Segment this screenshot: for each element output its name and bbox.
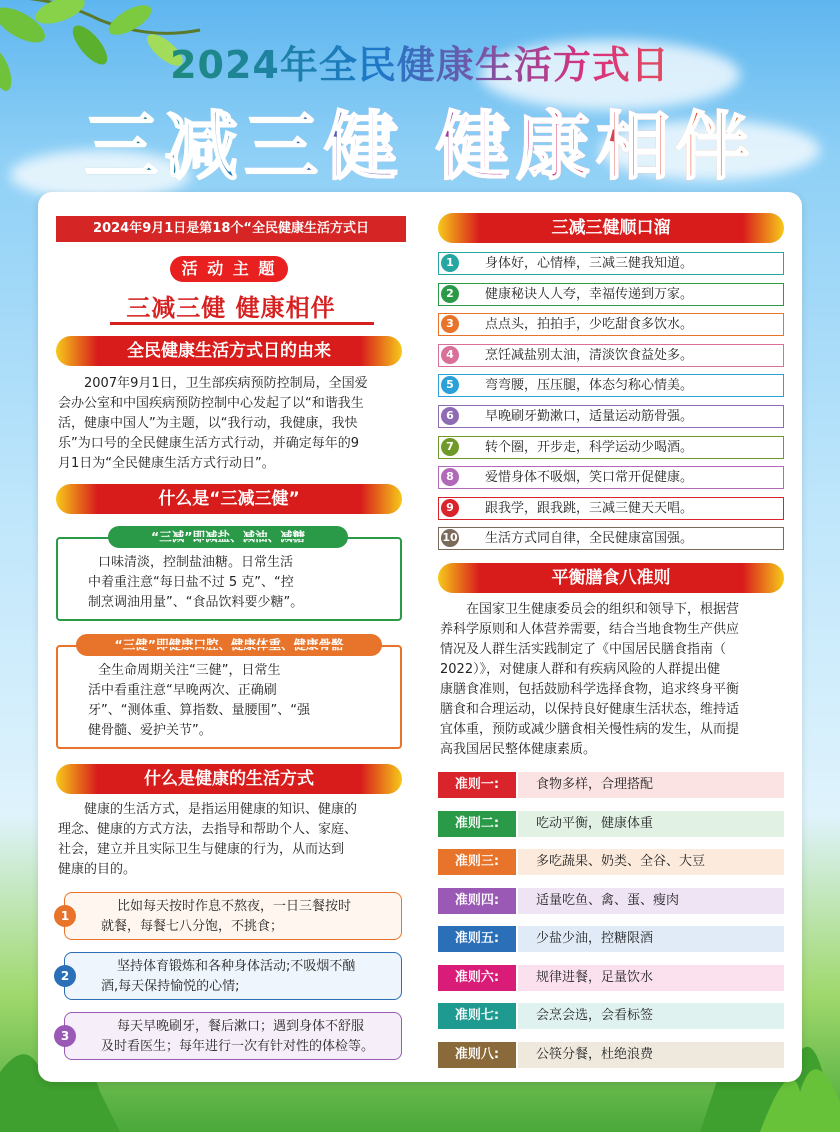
bullet-line: 酒,每天保持愉悦的心情;	[101, 979, 240, 994]
rule-text: 少盐少油，控糖限酒	[518, 926, 784, 952]
rhyme-text: 烹饪减盐别太油，清淡饮食益处多。	[485, 347, 694, 363]
lifestyle-paragraph	[58, 800, 402, 880]
jian3-box	[56, 537, 402, 621]
rule-row	[438, 772, 784, 798]
jian3-line: 制烹调油用量”、“食品饮料要少糖”。	[88, 595, 304, 610]
jianshen-subheading: “三健”即健康口腔、健康体重、健康骨骼	[76, 634, 382, 656]
rule-row	[438, 965, 784, 991]
rule-text: 规律进餐，足量饮水	[518, 965, 784, 991]
rhyme-text: 转个圈，开步走，科学运动少喝酒。	[485, 439, 694, 455]
lifestyle-line: 社会，建立并且实际卫生与健康的行为，从而达到	[58, 842, 345, 857]
origin-line: 2007年9月1日，卫生部疾病预防控制局，全国爱	[84, 376, 368, 391]
jian3-line: 中着重注意“每日盐不过 5 克”、“控	[88, 575, 294, 590]
lifestyle-line: 健康的生活方式，是指运用健康的知识、健康的	[84, 802, 358, 817]
jianshen-line: 牙”、“测体重、算指数、量腰围”、“强	[88, 703, 310, 718]
rule-label: 准则八:	[438, 1042, 516, 1068]
rhyme-row	[438, 497, 784, 520]
rule-label: 准则五:	[438, 926, 516, 952]
rule-label: 准则一:	[438, 772, 516, 798]
rhyme-number: 1	[441, 254, 459, 272]
origin-heading: 全民健康生活方式日的由来	[56, 336, 402, 366]
rhyme-heading: 三减三健顺口溜	[438, 213, 784, 243]
rhyme-text: 点点头，拍拍手，少吃甜食多饮水。	[485, 317, 694, 333]
origin-line: 乐”为口号的全民健康生活方式行动，并确定每年的9	[58, 436, 360, 451]
rhyme-text: 早晚刷牙勤漱口，适量运动筋骨强。	[485, 409, 694, 424]
rule-row	[438, 926, 784, 952]
rule-text: 适量吃鱼、禽、蛋、瘦肉	[518, 888, 784, 914]
bullet-line: 及时看医生；每年进行一次有针对性的体检等。	[101, 1039, 375, 1054]
rule-row	[438, 849, 784, 875]
rhyme-number: 10	[441, 529, 459, 547]
bullet-line: 比如每天按时作息不熬夜，一日三餐按时	[117, 899, 352, 914]
theme-text: 三减三健 健康相伴	[126, 294, 336, 322]
rhyme-number: 4	[441, 346, 459, 364]
diet-line: 膳食和合理运动，以保持良好健康生活状态，维持适	[440, 702, 740, 717]
lifestyle-line: 理念、健康的方式方法，去指导和帮助个人、家庭、	[58, 822, 358, 837]
rhyme-row	[438, 374, 784, 397]
theme-label: 活 动 主 题	[170, 256, 288, 282]
rule-label: 准则六:	[438, 965, 516, 991]
date-banner: 2024年9月1日是第18个“全民健康生活方式日	[56, 216, 406, 242]
rhyme-text: 健康秘诀人人夸，幸福传递到万家。	[485, 286, 694, 302]
rule-text: 多吃蔬果、奶类、全谷、大豆	[518, 849, 784, 875]
rhyme-text: 跟我学，跟我跳，三减三健天天唱。	[485, 500, 694, 516]
page-title: 三减三健 健康相伴	[0, 88, 840, 194]
jianshen-box	[56, 645, 402, 749]
diet-line: 在国家卫生健康委员会的组织和领导下，根据营	[466, 602, 740, 617]
rule-row	[438, 1042, 784, 1068]
rule-text: 会烹会选，会看标签	[518, 1003, 784, 1029]
lifestyle-bullet-2	[64, 952, 402, 1000]
diet-line: 情况及人群生活实践制定了《中国居民膳食指南（	[440, 642, 727, 657]
diet-line: 2022）》，对健康人群和有疾病风险的人群提出健	[440, 662, 721, 677]
rhyme-row	[438, 283, 784, 306]
page-subtitle: 2024年全民健康生活方式日	[0, 34, 840, 89]
rhyme-row	[438, 313, 784, 336]
rule-text: 食物多样，合理搭配	[518, 772, 784, 798]
jianshen-line: 全生命周期关注“三健”，日常生	[98, 663, 281, 678]
rhyme-text: 弯弯腰，压压腿，体态匀称心情美。	[485, 378, 694, 394]
diet-line: 宜体重，预防或减少膳食相关慢性病的发生，从而提	[440, 722, 740, 737]
jian3-line: 口味清淡，控制盐油糖。日常生活	[98, 555, 294, 570]
rhyme-row	[438, 252, 784, 275]
rule-text: 吃动平衡，健康体重	[518, 811, 784, 837]
bullet-number: 3	[54, 1025, 76, 1047]
origin-line: 活，健康中国人”为主题，以“我行动，我健康，我快	[58, 416, 358, 431]
lifestyle-heading: 什么是健康的生活方式	[56, 764, 402, 794]
rhyme-row	[438, 405, 784, 428]
rhyme-text: 身体好，心情棒，三减三健我知道。	[485, 256, 694, 271]
rhyme-number: 7	[441, 438, 459, 456]
diet-heading: 平衡膳食八准则	[438, 563, 784, 593]
rule-row	[438, 888, 784, 914]
rule-text: 公筷分餐，杜绝浪费	[518, 1042, 784, 1068]
rule-label: 准则四:	[438, 888, 516, 914]
origin-line: 会办公室和中国疾病预防控制中心发起了以“和谐我生	[58, 396, 364, 411]
rhyme-text: 生活方式同自律，全民健康富国强。	[485, 531, 694, 547]
lifestyle-bullet-3	[64, 1012, 402, 1060]
jian3-subheading: “三减”即减盐、减油、减糖	[108, 526, 348, 548]
rhyme-row	[438, 436, 784, 459]
origin-paragraph	[58, 374, 402, 474]
rhyme-row	[438, 344, 784, 367]
jianshen-line: 健骨髓、爱护关节”。	[88, 723, 212, 738]
bullet-line: 就餐，每餐七八分饱，不挑食；	[101, 919, 284, 934]
lifestyle-line: 健康的目的。	[58, 862, 137, 877]
rule-row	[438, 1003, 784, 1029]
diet-line: 高我国居民整体健康素质。	[440, 742, 597, 757]
bullet-line: 每天早晚刷牙，餐后漱口；遇到身体不舒服	[117, 1019, 365, 1034]
rhyme-number: 9	[441, 499, 459, 517]
theme-underline	[110, 322, 374, 325]
rhyme-text: 爱惜身体不吸烟，笑口常开促健康。	[485, 470, 694, 486]
diet-line: 养科学原则和人体营养需要，结合当地食物生产供应	[440, 622, 740, 637]
rule-label: 准则三:	[438, 849, 516, 875]
bullet-line: 坚持体育锻炼和各种身体活动;不吸烟不酗	[117, 959, 356, 974]
rule-label: 准则七:	[438, 1003, 516, 1029]
rhyme-number: 2	[441, 285, 459, 303]
origin-line: 月1日为“全民健康生活方式行动日”。	[58, 456, 275, 471]
rhyme-number: 5	[441, 376, 459, 394]
diet-paragraph	[440, 600, 784, 760]
rhyme-number: 3	[441, 315, 459, 333]
rule-label: 准则二:	[438, 811, 516, 837]
lifestyle-bullet-1	[64, 892, 402, 940]
diet-line: 康膳食准则，包括鼓励科学选择食物，追求终身平衡	[440, 682, 740, 697]
bullet-number: 1	[54, 905, 76, 927]
rhyme-row	[438, 466, 784, 489]
rhyme-number: 6	[441, 407, 459, 425]
jianshen-line: 活中看重注意“早晚两次、正确刷	[88, 683, 277, 698]
what-heading: 什么是“三减三健”	[56, 484, 402, 514]
rhyme-row	[438, 527, 784, 550]
bullet-number: 2	[54, 965, 76, 987]
rhyme-number: 8	[441, 468, 459, 486]
rule-row	[438, 811, 784, 837]
